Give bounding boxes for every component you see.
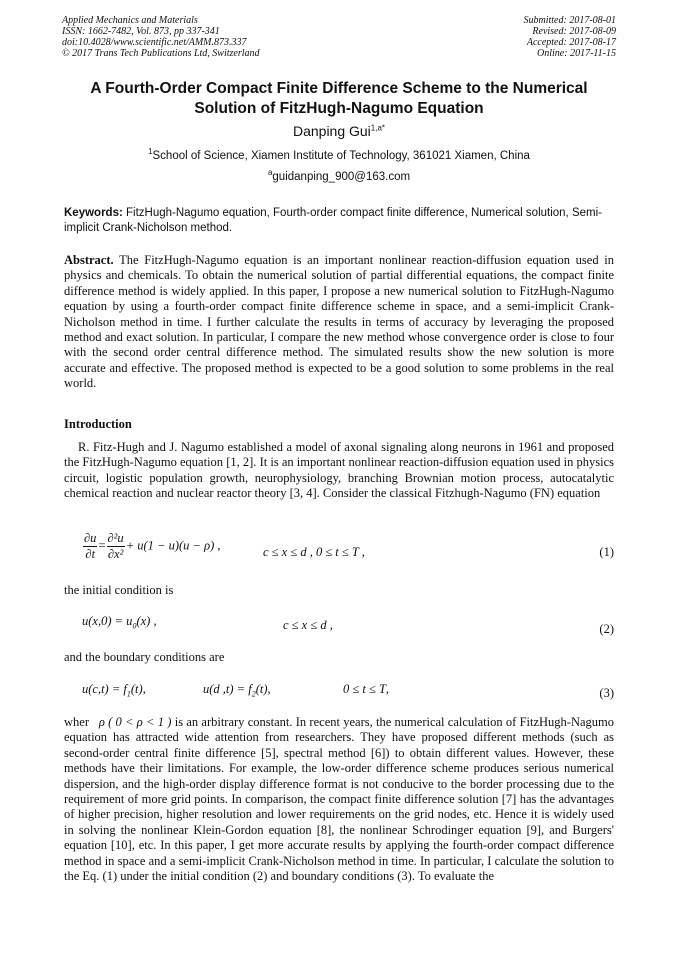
eq2-number: (2) bbox=[599, 622, 614, 636]
initial-condition-text: the initial condition is bbox=[64, 583, 174, 597]
abstract bbox=[64, 253, 614, 392]
email-sup: a bbox=[267, 168, 273, 178]
equation-3-left bbox=[82, 682, 146, 699]
eq1-number: (1) bbox=[599, 545, 614, 559]
eq3-right-end: (t) bbox=[255, 682, 268, 696]
submitted-date: Submitted: 2017-08-01 bbox=[523, 15, 616, 26]
title-line-2: Solution of FitzHugh-Nagumo Equation bbox=[194, 100, 484, 117]
eq3-left-sub: 1 bbox=[126, 689, 131, 699]
eq3-left-end: (t) bbox=[130, 682, 143, 696]
p2-text: is an arbitrary constant. In recent years, the numerical calculation of FitzHugh-Nagumo equation has attracted wide attention from researchers. They have proposed different methods (such as second-order central finite difference [5], spectral method [6]) to obtain different values. However, these methods have their limitations. For example, the low-order difference scheme produces serious numerical dispersion, and the high-order display difference format is not conducive to the border processing due to the requirement of more grid points. In comparison, the compact finite difference solution [7] has the advantages of higher precision, higher resolution and lower requirements on the grid nodes, etc. Hence it is widely used in solving the nonlinear Klein-Gordon equation [8], the nonlinear Schrodinger equation [9], and Burgers' equation [10], etc. In this paper, I get more accurate results by applying the fourth-order compact difference method in space and a semi-implicit Crank-Nicholson method in time. In particular, I calculate the solution to the Eq. (1) under the initial condition (2) and boundary conditions (3). To evaluate the bbox=[64, 715, 615, 884]
eq1-lhs-num: ∂u bbox=[84, 531, 97, 545]
p2-condition: ρ ( 0 < ρ < 1 ) bbox=[98, 715, 172, 729]
affiliation bbox=[62, 147, 616, 162]
author bbox=[62, 123, 616, 139]
eq1-lhs-fraction bbox=[83, 531, 97, 562]
email bbox=[62, 168, 616, 183]
eq3-domain-comma: , bbox=[385, 682, 390, 696]
online-date: Online: 2017-11-15 bbox=[537, 48, 616, 59]
eq2-sub: 0 bbox=[132, 621, 137, 631]
accepted-date: Accepted: 2017-08-17 bbox=[526, 37, 616, 48]
eq3-number: (3) bbox=[599, 686, 614, 700]
copyright: © 2017 Trans Tech Publications Ltd, Switzerland bbox=[62, 48, 260, 59]
journal-name: Applied Mechanics and Materials bbox=[62, 15, 198, 26]
email-text: guidanping_900@163.com bbox=[272, 171, 411, 183]
journal-info bbox=[62, 15, 260, 59]
submission-dates bbox=[524, 15, 617, 59]
eq2-lhs: u(x,0) = u bbox=[82, 614, 133, 628]
abstract-text: The FitzHugh-Nagumo equation is an important nonlinear reaction-diffusion equation used in physics and chemicals. To obtain the numerical solution of partial differential equations, the compact finite difference method is widely applied. In this paper, I propose a new numerical solution to FitzHugh-Nagumo equation by using a fourth-order compact finite difference scheme in space, and a semi-implicit Crank-Nicholson method in time. I further calculate the results in terms of accuracy by leveraging the proposed method and exact solution. In particular, I compare the new method whose convergence order is close to four with the second order central difference method. The simulated results show the new solution is more accurate and effective. The proposed method is expected to be a good solution to some problems in the real world. bbox=[64, 253, 614, 391]
affiliation-sup: 1 bbox=[148, 147, 153, 157]
keywords-text: FitzHugh-Nagumo equation, Fourth-order compact finite difference, Numerical solution, Semi-implicit Crank-Nicholson method. bbox=[64, 207, 602, 234]
author-sup: 1,a* bbox=[370, 123, 386, 133]
eq3-domain: 0 ≤ t ≤ T bbox=[343, 682, 386, 696]
eq1-rhs-fraction bbox=[107, 531, 125, 562]
eq1-reaction-term: + u(1 − u)(u − ρ) , bbox=[125, 538, 221, 553]
eq1-domain: c ≤ x ≤ d , 0 ≤ t ≤ T , bbox=[263, 545, 365, 559]
affiliation-text: School of Science, Xiamen Institute of Technology, 361021 Xiamen, China bbox=[152, 150, 530, 162]
issn: ISSN: 1662-7482, Vol. 873, pp 337-341 bbox=[62, 26, 220, 37]
revised-date: Revised: 2017-08-09 bbox=[532, 26, 616, 37]
author-name: Danping Gui bbox=[292, 123, 371, 139]
equation-3-right bbox=[203, 682, 271, 699]
section-heading-introduction: Introduction bbox=[64, 417, 132, 431]
eq2-rhs: (x) bbox=[136, 614, 151, 628]
equation-1: $\frac{\partial u}{\partial t}$ = $\frac{\text{∂²u}}{\text{∂x²}}$ + u(1 − u)(u − ρ) , bbox=[84, 531, 221, 561]
paper-title bbox=[62, 79, 616, 119]
eq1-rhs-num: ∂²u bbox=[107, 531, 124, 545]
eq1-lhs-den: ∂t bbox=[85, 547, 96, 561]
abstract-label: Abstract. bbox=[64, 253, 114, 267]
intro-paragraph-2 bbox=[64, 715, 614, 884]
p2-lead: wher bbox=[64, 715, 89, 729]
keywords-label: Keywords: bbox=[64, 207, 123, 219]
eq3-right: u(d ,t) = f bbox=[203, 682, 252, 696]
eq2-domain: c ≤ x ≤ d , bbox=[283, 618, 333, 632]
title-line-1: A Fourth-Order Compact Finite Difference Scheme to the Numerical bbox=[90, 80, 588, 97]
eq3-right-comma: , bbox=[267, 682, 271, 696]
eq1-rhs-den: ∂x² bbox=[107, 547, 124, 561]
keywords bbox=[64, 206, 614, 236]
eq2-comma: , bbox=[153, 614, 157, 628]
eq3-right-sub: 2 bbox=[251, 689, 256, 699]
doi: doi:10.4028/www.scientific.net/AMM.873.337 bbox=[62, 37, 247, 48]
eq3-domain-group bbox=[343, 682, 389, 697]
eq3-left-comma: , bbox=[142, 682, 146, 696]
equation-2 bbox=[82, 614, 157, 631]
eq3-left: u(c,t) = f bbox=[82, 682, 127, 696]
intro-paragraph-1: R. Fitz-Hugh and J. Nagumo established a model of axonal signaling along neurons in 1961 and proposed the FitzHugh-Nagumo equation [1, 2]. It is an important nonlinear reaction-diffusion equation used in physics circuit, logistic population growth, neurophysiology, branching Brownian motion process, autocatalytic chemical reaction and nuclear reactor theory [3, 4]. Consider the classical Fitzhugh-Nagumo (FN) equation bbox=[64, 440, 614, 501]
boundary-condition-text: and the boundary conditions are bbox=[64, 650, 225, 664]
